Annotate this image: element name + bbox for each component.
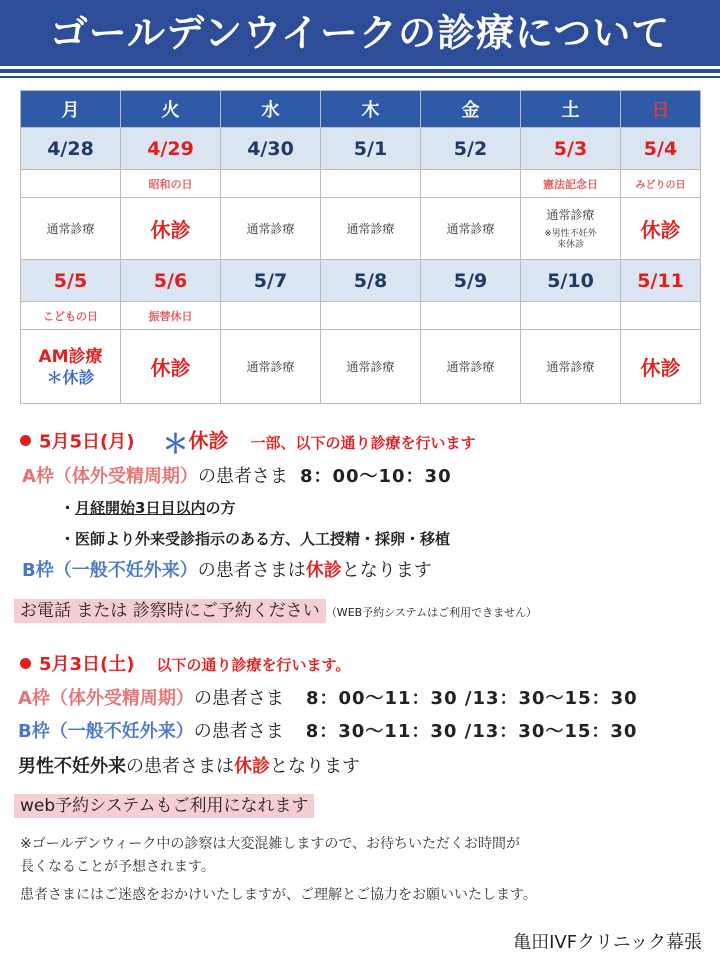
condition-item-1 (60, 497, 235, 518)
holiday-name: 昭和の日 (121, 170, 221, 198)
b-slot-line (22, 556, 432, 582)
holiday-name (221, 170, 321, 198)
clinic-name: 亀田IVFクリニック幕張 (513, 932, 702, 953)
holiday-name (521, 302, 621, 330)
web-reservation-highlight: web予約システムもご利用になれます (14, 794, 314, 818)
a-slot-times: 8：00～10：30 (299, 466, 452, 487)
b-slot-times: 8：30～11：30 /13：30～15：30 (305, 721, 638, 742)
congestion-note-line1: ※ゴールデンウィーク中の診察は大変混雑しますので、お待ちいただくお時間が (20, 836, 521, 852)
section-title: 5月5日(月) (39, 431, 135, 453)
holiday-name: 振替休日 (121, 302, 221, 330)
date-row (21, 260, 701, 302)
a-slot-label: A枠（体外受精周期） (22, 466, 198, 487)
header-divider (0, 69, 720, 73)
holiday-name: 憲法記念日 (521, 170, 621, 198)
weekday-sat: 土 (521, 91, 621, 128)
status-cell: 通常診療 (221, 198, 321, 260)
date-cell: 5/7 (221, 260, 321, 302)
date-cell: 4/30 (221, 128, 321, 170)
web-reservation-notice (14, 791, 314, 816)
page-title: ゴールデンウイークの診療について (49, 11, 671, 55)
section-subtitle: 以下の通り診療を行います。 (156, 656, 351, 674)
date-cell: 5/9 (421, 260, 521, 302)
date-cell: 5/8 (321, 260, 421, 302)
patient-suffix: の患者さま (193, 721, 284, 742)
holiday-name (321, 302, 421, 330)
status-cell-closed (621, 198, 701, 260)
status-end-text: となります (341, 560, 432, 581)
weekday-fri: 金 (421, 91, 521, 128)
closed-label: 休診 (305, 560, 342, 581)
male-clinic-closed-note: ※男性不妊外来休診 (544, 229, 597, 250)
holiday-name-row (21, 170, 701, 198)
date-row (21, 128, 701, 170)
a-slot-label: A枠（体外受精周期） (18, 688, 194, 709)
date-cell-holiday: 5/4 (621, 128, 701, 170)
closed-label: 休診 (234, 756, 270, 777)
bullet-dot-icon (20, 658, 31, 669)
weekday-wed: 水 (221, 91, 321, 128)
b-slot-label: B枠（一般不妊外来） (18, 721, 194, 742)
date-cell-holiday: 4/29 (121, 128, 221, 170)
weekday-tue: 火 (121, 91, 221, 128)
status-cell-am (21, 330, 121, 404)
holiday-name (321, 170, 421, 198)
male-clinic-label: 男性不妊外来 (18, 756, 126, 777)
header-banner (0, 0, 720, 80)
holiday-name (421, 170, 521, 198)
apology-note: 患者さまにはご迷惑をおかけいたしますが、ご理解とご協力をお願いいたします。 (20, 887, 537, 903)
weekday-thu: 木 (321, 91, 421, 128)
bullet-mark: ・ (60, 499, 76, 517)
holiday-name (221, 302, 321, 330)
status-label: 通常診療 (546, 208, 595, 222)
web-unavailable-note: （WEB予約システムはご利用できません） (325, 606, 538, 619)
closed-label: 休診 (640, 218, 681, 242)
holiday-name (621, 302, 701, 330)
a-slot-line (22, 462, 452, 488)
reservation-highlight: お電話 または 診察時にご予約ください (14, 599, 326, 623)
a-slot-line (18, 684, 638, 710)
weekday-mon: 月 (21, 91, 121, 128)
closed-label: 休診 (150, 356, 191, 380)
date-cell: 4/28 (21, 128, 121, 170)
section-subtitle: 一部、以下の通り診療を行います (250, 433, 476, 452)
am-clinic-label: AM診療 (38, 346, 103, 367)
male-clinic-line (18, 752, 360, 778)
a-slot-times: 8：00～11：30 /13：30～15：30 (305, 688, 638, 709)
reservation-notice (14, 596, 537, 621)
partial-closed-label: ＊休診 (46, 367, 95, 387)
date-cell-holiday: 5/5 (21, 260, 121, 302)
status-end-text: となります (270, 756, 360, 777)
status-cell: 通常診療 (321, 198, 421, 260)
status-cell-closed (121, 198, 221, 260)
holiday-name: こどもの日 (21, 302, 121, 330)
patient-text: の患者さまは (126, 756, 234, 777)
date-cell-holiday: 5/3 (521, 128, 621, 170)
condition-item-2: ・医師より外来受診指示のある方、人工授精・採卵・移植 (60, 530, 451, 548)
status-cell: 通常診療 (21, 198, 121, 260)
weekday-sun: 日 (621, 91, 701, 128)
patient-suffix: の患者さま (197, 466, 288, 487)
status-cell-with-note (521, 198, 621, 260)
section-may5-heading (20, 424, 476, 461)
condition-emphasis: 月経開始3日目以内 (75, 499, 206, 517)
patient-suffix: の患者さま (193, 688, 284, 709)
header-divider-thin (0, 76, 720, 78)
status-cell: 通常診療 (221, 330, 321, 404)
patient-text: の患者さまは (197, 560, 306, 581)
holiday-name (21, 170, 121, 198)
bullet-dot-icon (20, 435, 31, 446)
holiday-name (421, 302, 521, 330)
congestion-note-line2: 長くなることが予想されます。 (20, 859, 215, 875)
date-cell-holiday: 5/6 (121, 260, 221, 302)
status-cell-closed (121, 330, 221, 404)
closed-label: 休診 (640, 356, 681, 380)
closed-label: 休診 (150, 218, 191, 242)
weekday-header-row (21, 91, 701, 128)
status-cell: 通常診療 (521, 330, 621, 404)
condition-suffix: の方 (205, 499, 236, 517)
status-row (21, 330, 701, 404)
holiday-name: みどりの日 (621, 170, 701, 198)
schedule-calendar (20, 90, 701, 404)
section-may3-heading (20, 650, 350, 676)
status-cell-closed (621, 330, 701, 404)
holiday-name-row (21, 302, 701, 330)
date-cell: 5/10 (521, 260, 621, 302)
closed-label: 休診 (188, 428, 229, 453)
status-cell: 通常診療 (421, 198, 521, 260)
section-title: 5月3日(土) (39, 654, 135, 675)
date-cell: 5/1 (321, 128, 421, 170)
status-cell: 通常診療 (321, 330, 421, 404)
b-slot-label: B枠（一般不妊外来） (22, 560, 198, 581)
status-cell: 通常診療 (421, 330, 521, 404)
date-cell-holiday: 5/11 (621, 260, 701, 302)
status-row (21, 198, 701, 260)
b-slot-line (18, 717, 637, 743)
date-cell: 5/2 (421, 128, 521, 170)
asterisk-icon: ＊ (162, 430, 189, 460)
